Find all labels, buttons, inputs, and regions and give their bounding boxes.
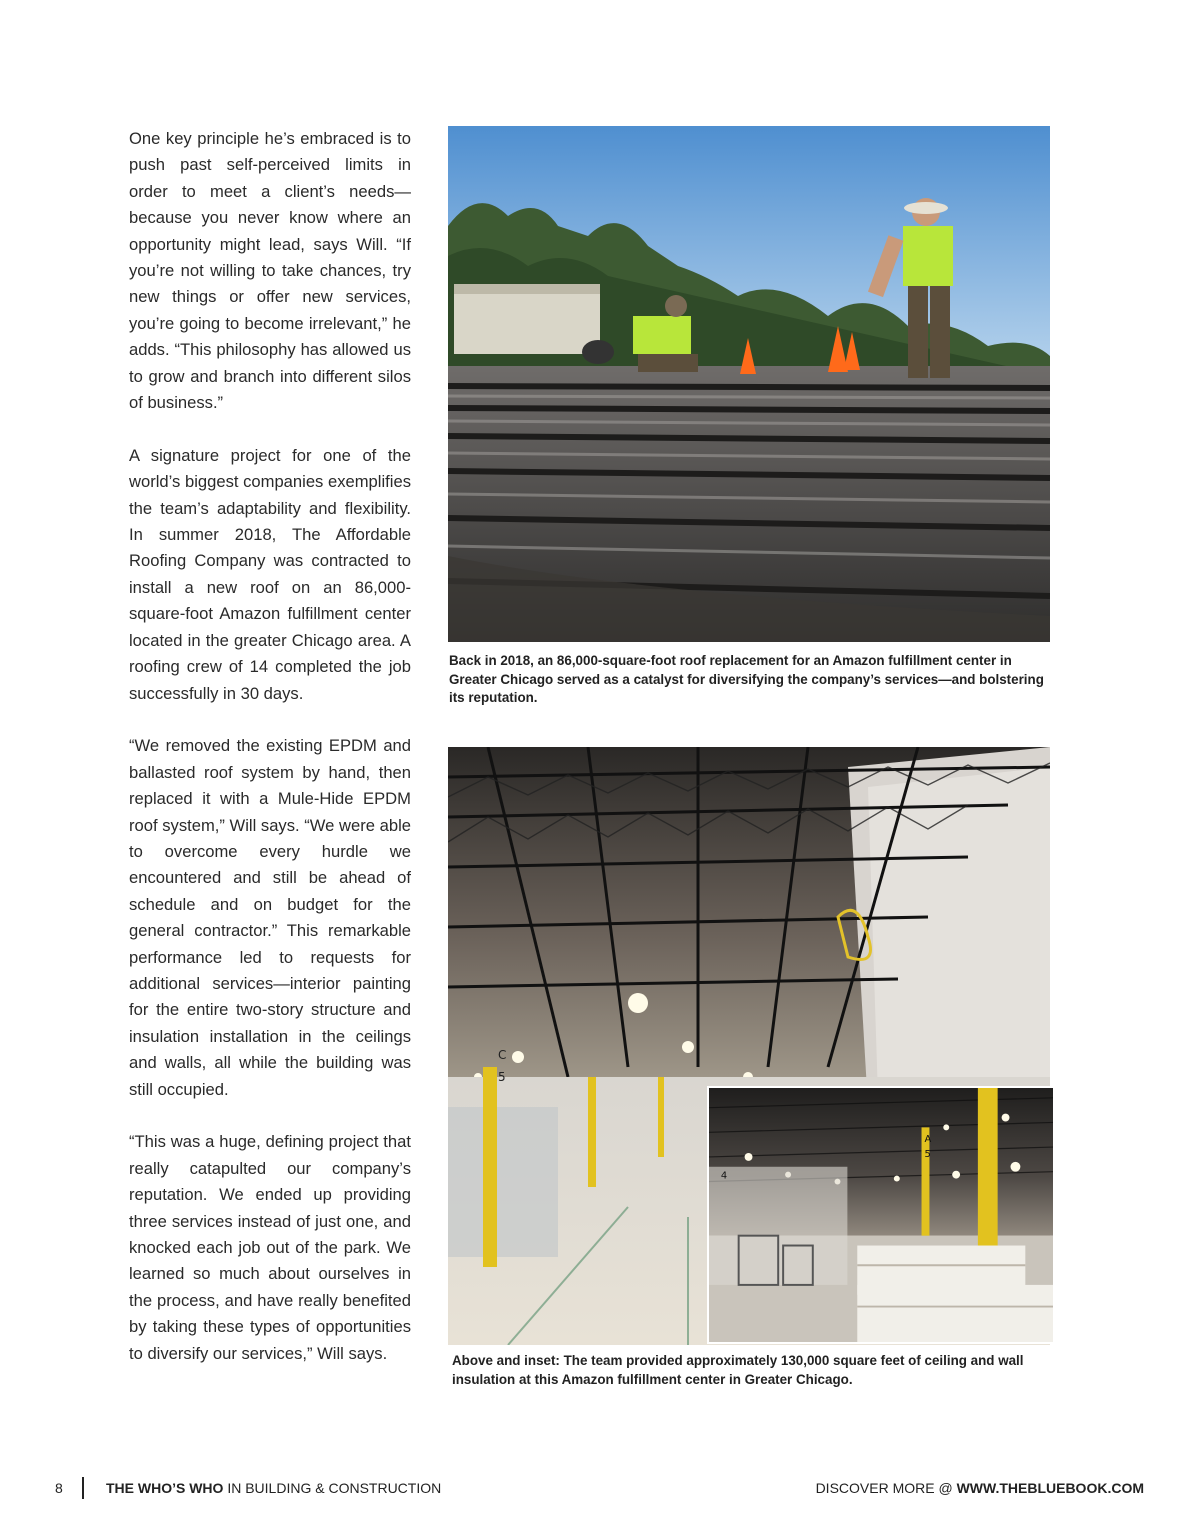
paragraph-4: “This was a huge, defining project that really catapulted our company’s reputation. We ended up providing three services instead of just one, and knocked each job out of the park. We learned so much about ourselves in the process, and have really benefited by taking these types of opportunities to diversify our services,” Will says. xyxy=(129,1132,411,1363)
publication-title xyxy=(106,1480,441,1496)
column-c-label: C xyxy=(498,1048,507,1062)
page-number: 8 xyxy=(55,1480,63,1496)
publication-title-bold: THE WHO’S WHO xyxy=(106,1480,224,1496)
footer-divider xyxy=(82,1477,84,1499)
roof-photo-caption: Back in 2018, an 86,000-square-foot roof replacement for an Amazon fulfillment center in Greater Chicago served as a catalyst for diversifying the company’s services—and bolstering its reputation. xyxy=(449,653,1044,705)
interior-photo-caption: Above and inset: The team provided approximately 130,000 square feet of ceiling and wall insulation at this Amazon fulfillment center in Greater Chicago. xyxy=(452,1353,1024,1387)
inset-column-4-label: 4 xyxy=(720,1170,728,1182)
article-body xyxy=(129,126,411,1393)
paragraph-1: One key principle he’s embraced is to push past self-perceived limits in order to meet a client’s needs—because you never know where an opportunity might lead, says Will. “If you’re not willing to take chances, try new things or offer new services, you’re going to become irrelevant,” he adds. “This philosophy has allowed us to grow and branch into different silos of business.” xyxy=(129,129,411,413)
discover-more xyxy=(816,1480,1144,1496)
paragraph-2: A signature project for one of the world’s biggest companies exemplifies the team’s adaptability and flexibility. In summer 2018, The Affordable Roofing Company was contracted to install a new roof on an 86,000-square-foot Amazon fulfillment center located in the greater Chicago area. A roofing crew of 14 completed the job successfully in 30 days. xyxy=(129,445,411,703)
paragraph-3: “We removed the existing EPDM and ballasted roof system by hand, then replaced it with a Mule-Hide EPDM roof system,” Will says. “We were able to overcome every hurdle we encountered and still be ahead of schedule and on budget for the general contractor.” This remarkable performance led to requests for additional services—interior painting for the entire two-story structure and insulation installation in the ceilings and walls, all while the building was still occupied. xyxy=(129,736,411,1099)
inset-column-5-label: 5 xyxy=(924,1148,931,1160)
discover-prefix: DISCOVER MORE @ xyxy=(815,1480,957,1496)
inset-photo xyxy=(707,1086,1055,1344)
discover-url-link[interactable]: WWW.THEBLUEBOOK.COM xyxy=(956,1480,1144,1496)
column-5-label: 5 xyxy=(498,1070,506,1084)
publication-title-rest: IN BUILDING & CONSTRUCTION xyxy=(223,1480,442,1496)
page-footer xyxy=(0,1480,1200,1500)
roof-photo xyxy=(448,126,1050,642)
inset-column-a-label: A xyxy=(924,1134,932,1146)
